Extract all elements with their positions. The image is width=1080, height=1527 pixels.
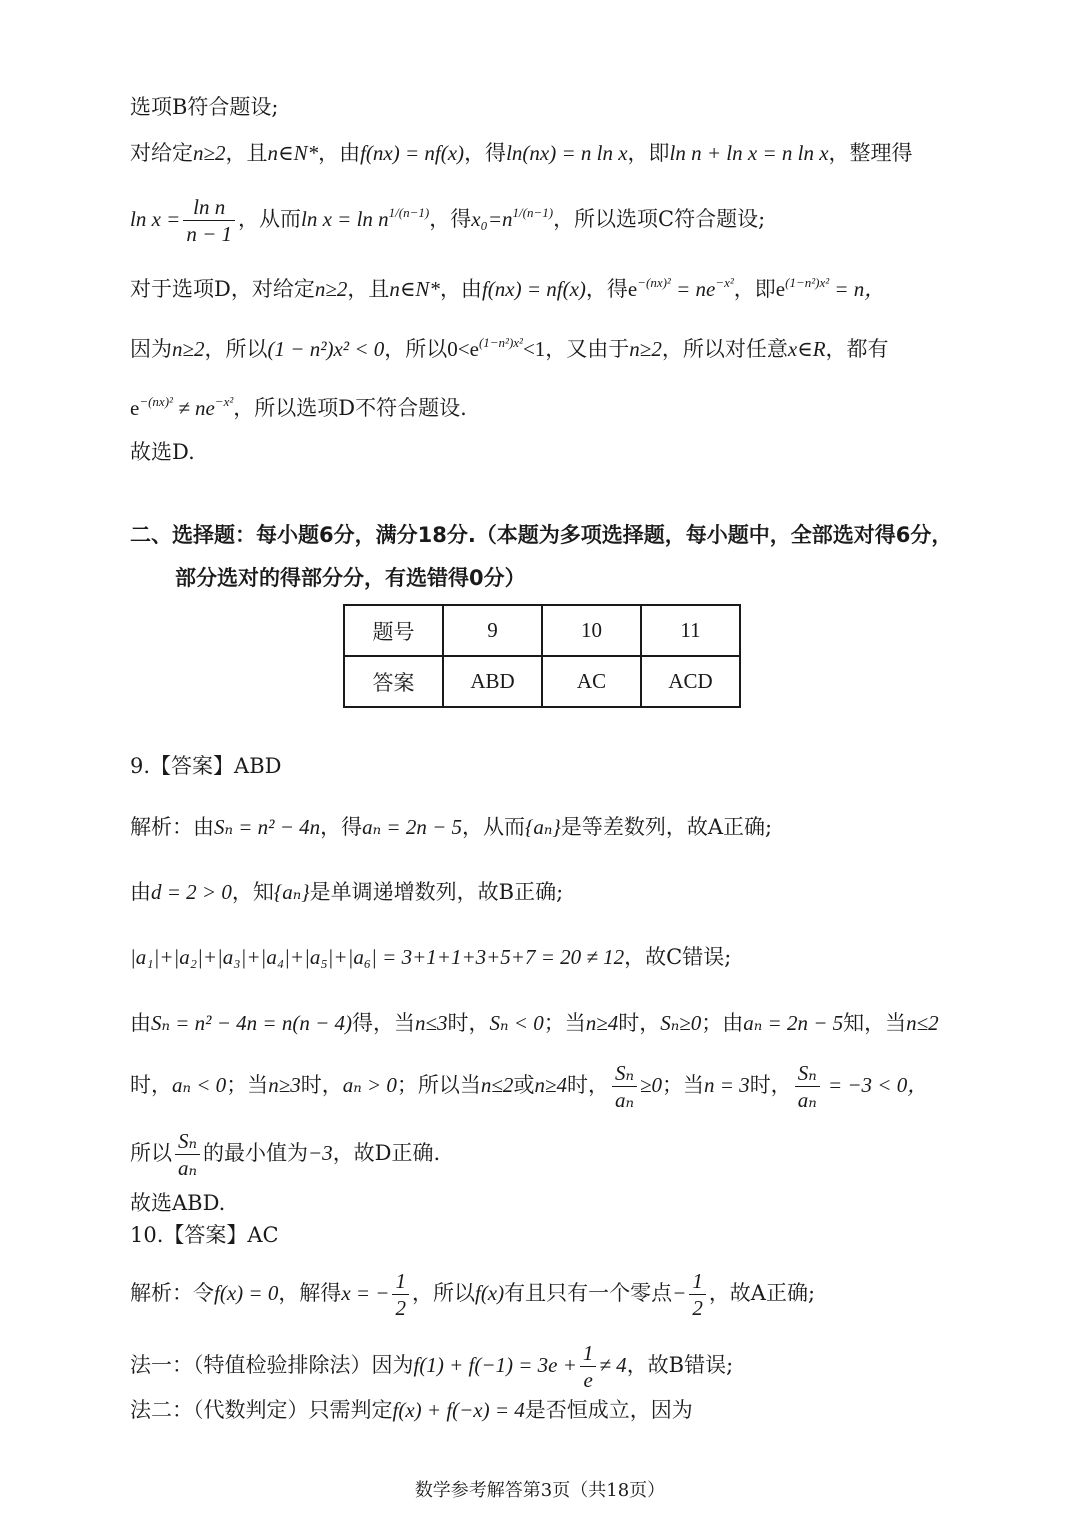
table-cell: AC [542, 656, 641, 707]
q9-line4: 由Sₙ = n² − 4n = n(n − 4)得，当n≤3时，Sₙ < 0；当n≥4时，Sₙ≥0；由aₙ = 2n − 5知，当n≤2 [130, 1011, 939, 1035]
fraction-one-half: $\frac{1}{2}$ [392, 1268, 409, 1321]
q9-conclusion: 故选ABD. [130, 1191, 226, 1215]
table-cell: 11 [641, 605, 740, 656]
table-row [344, 605, 740, 656]
fraction-sn-an: $\frac{\text{Sₙ}}{\text{aₙ}}$ [175, 1128, 200, 1181]
fraction-ln-n: $\frac{\text{ln n}}{n - 1}$ [183, 194, 235, 247]
fraction-one-half: $\frac{1}{2}$ [689, 1268, 706, 1321]
fraction-sn-an: $\frac{\text{Sₙ}}{\text{aₙ}}$ [795, 1060, 820, 1113]
fraction-one-over-e: $\frac{1}{e}$ [580, 1340, 597, 1393]
line-option-d: 对于选项D，对给定n≥2，且n∈N*，由f(nx) = nf(x)，得$e^{-(nx)^2} = ne^{-x^2}$，即$e^{(1-n^2)x^2} = n$， [130, 275, 886, 301]
q9-line1: 解析：由Sₙ = n² − 4n，得aₙ = 2n − 5，从而{aₙ}是等差数列，故A正确; [130, 815, 773, 839]
page-footer: 数学参考解答第3页（共18页） [414, 1480, 666, 1501]
line-because-n: 因为n≥2，所以(1 − n²)x² < 0，所以$0<e^{(1-n^2)x^2}<1$，又由于n≥2，所以对任意x∈R，都有 [130, 335, 889, 361]
q9-line6: 所以 $\frac{\text{Sₙ}}{\text{aₙ}}$ 的最小值为−3，故D正确. [130, 1129, 441, 1180]
answer-table [343, 604, 741, 708]
line-ln-x: ln x = $\frac{\text{ln n}}{n - 1}$ ，从而$\ln x = \ln n^{1/(n-1)}$，得$x_0=n^{1/(n-1)}$，所以选项C符合题设; [130, 195, 766, 246]
table-cell: 答案 [344, 656, 443, 707]
fraction-sn-an: $\frac{\text{Sₙ}}{\text{aₙ}}$ [612, 1060, 637, 1113]
table-cell: 题号 [344, 605, 443, 656]
table-cell: ABD [443, 656, 542, 707]
table-row [344, 656, 740, 707]
line-not-equal: $e^{-(nx)^2} \ne ne^{-x^2}$，所以选项D不符合题设. [130, 394, 467, 420]
table-cell: 9 [443, 605, 542, 656]
line-option-b: 选项B符合题设; [130, 95, 279, 119]
table-cell: ACD [641, 656, 740, 707]
section-heading-line2: 部分选对的得部分分，有选错得0分） [175, 566, 526, 590]
q9-line2: 由d = 2 > 0，知{aₙ}是单调递增数列，故B正确; [130, 880, 564, 904]
section-heading: 二、选择题：每小题6分，满分18分.（本题为多项选择题，每小题中，全部选对得6分， [130, 523, 953, 547]
line-choose-d: 故选D. [130, 440, 195, 464]
table-cell: 10 [542, 605, 641, 656]
q10-line1: 解析：令f(x) = 0，解得x = − $\frac{1}{2}$ ，所以f(x)有且只有一个零点− $\frac{1}{2}$ ，故A正确; [130, 1269, 816, 1320]
q9-title: 9.【答案】ABD [130, 754, 282, 778]
q9-line5: 时，aₙ < 0；当n≥3时，aₙ > 0；所以当n≤2或n≥4时， $\frac{\text{Sₙ}}{\text{aₙ}}$ ≥0；当n = 3时， $\frac{\text{Sₙ}}{\text{aₙ}}$ = −3 < 0， [130, 1061, 929, 1112]
q10-line2: 法一：（特值检验排除法）因为f(1) + f(−1) = 3e + $\frac{1}{e}$ ≠ 4，故B错误; [130, 1341, 734, 1392]
line-given-n: 对给定n≥2，且n∈N*，由f(nx) = nf(x)，得ln(nx) = n ln x，即ln n + ln x = n ln x，整理得 [130, 141, 913, 165]
q10-title: 10.【答案】AC [130, 1223, 279, 1247]
q10-line3: 法二：（代数判定）只需判定f(x) + f(−x) = 4是否恒成立，因为 [130, 1398, 693, 1422]
q9-line3: |a₁|+|a₂|+|a₃|+|a₄|+|a₅|+|a₆| = 3+1+1+3+5+7 = 20 ≠ 12，故C错误; [130, 945, 732, 969]
